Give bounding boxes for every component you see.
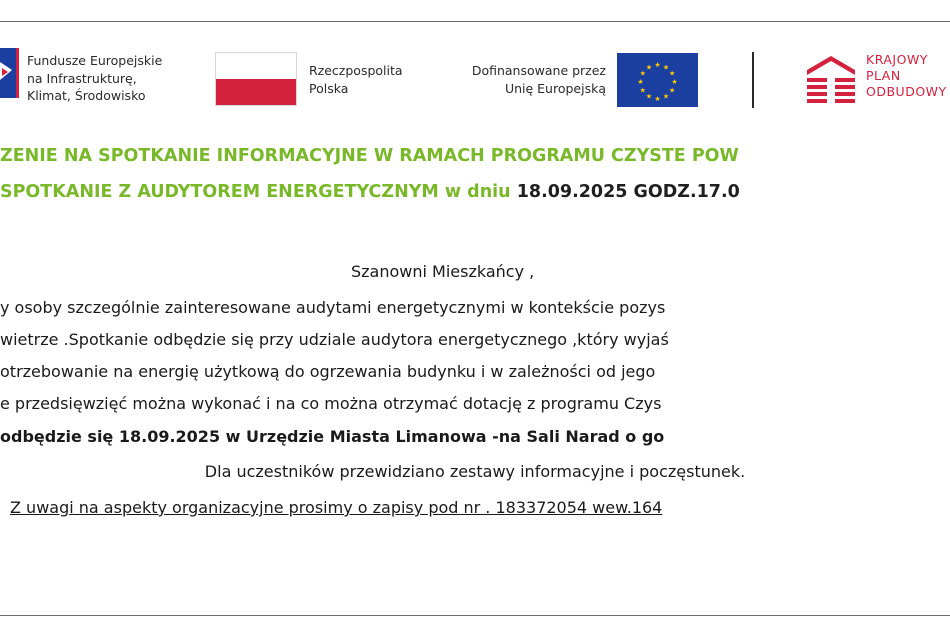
- svg-text:★: ★: [639, 69, 646, 78]
- svg-text:★: ★: [654, 61, 661, 69]
- kpo-label: [866, 52, 947, 100]
- kpo-line: KRAJOWY: [866, 52, 928, 67]
- kpo-line: ODBUDOWY: [866, 84, 947, 99]
- eu-line: Dofinansowane przez: [471, 63, 606, 78]
- svg-text:★: ★: [669, 69, 676, 78]
- logo-divider: [752, 52, 754, 108]
- svg-text:★: ★: [645, 63, 653, 72]
- heading-meeting-date: 18.09.2025 GODZ.17.0: [516, 182, 740, 202]
- kpo-line: PLAN: [866, 68, 901, 83]
- top-rule: [0, 21, 950, 22]
- greeting: Szanowni Mieszkańcy ,: [351, 262, 535, 281]
- pl-line: Polska: [309, 81, 349, 96]
- polish-flag-icon: [215, 52, 297, 106]
- eu-funding-label: [450, 62, 606, 98]
- bottom-rule: [0, 615, 950, 616]
- eu-flag-icon: [617, 53, 698, 107]
- svg-text:★: ★: [645, 92, 653, 101]
- krajowy-plan-odbudowy-logo-icon: [805, 54, 857, 106]
- svg-text:★: ★: [669, 86, 676, 95]
- paragraph-line: e przedsięwzięć można wykonać i na co można otrzymać dotację z programu Czys: [0, 394, 662, 413]
- paragraph-line: wietrze .Spotkanie odbędzie się przy udziale audytora energetycznego ,który wyjaś: [0, 330, 669, 349]
- fe-line: Klimat, Środowisko: [27, 88, 146, 103]
- fundusze-europejskie-label: [27, 52, 162, 105]
- svg-text:★: ★: [639, 86, 646, 95]
- pl-line: Rzeczpospolita: [309, 63, 403, 78]
- svg-text:★: ★: [662, 92, 670, 101]
- heading-meeting: [0, 182, 740, 202]
- svg-text:★: ★: [654, 95, 661, 103]
- eu-line: Unię Europejską: [504, 81, 606, 96]
- fundusze-europejskie-logo-icon: [0, 42, 20, 104]
- paragraph-line: otrzebowanie na energię użytkową do ogrzewania budynku i w zależności od jego: [0, 362, 656, 381]
- heading-meeting-text: SPOTKANIE Z AUDYTOREM ENERGETYCZNYM w dniu: [0, 182, 517, 202]
- rzeczpospolita-label: [309, 62, 403, 98]
- fe-line: Fundusze Europejskie: [27, 53, 163, 68]
- paragraph-line: y osoby szczególnie zainteresowane audytami energetycznymi w kontekście pozys: [0, 298, 666, 317]
- heading-invitation: ZENIE NA SPOTKANIE INFORMACYJNE W RAMACH PROGRAMU CZYSTE POW: [0, 146, 739, 166]
- refreshments-line: Dla uczestników przewidziano zestawy informacyjne i poczęstunek.: [204, 462, 746, 481]
- meeting-location-line: odbędzie się 18.09.2025 w Urzędzie Miasta Limanowa -na Sali Narad o go: [0, 427, 665, 446]
- fe-line: na Infrastrukturę,: [27, 70, 137, 86]
- svg-text:★: ★: [637, 78, 644, 86]
- svg-text:★: ★: [662, 63, 670, 72]
- registration-line: Z uwagi na aspekty organizacyjne prosimy o zapisy pod nr . 183372054 wew.164: [10, 498, 663, 517]
- svg-text:★: ★: [671, 78, 678, 86]
